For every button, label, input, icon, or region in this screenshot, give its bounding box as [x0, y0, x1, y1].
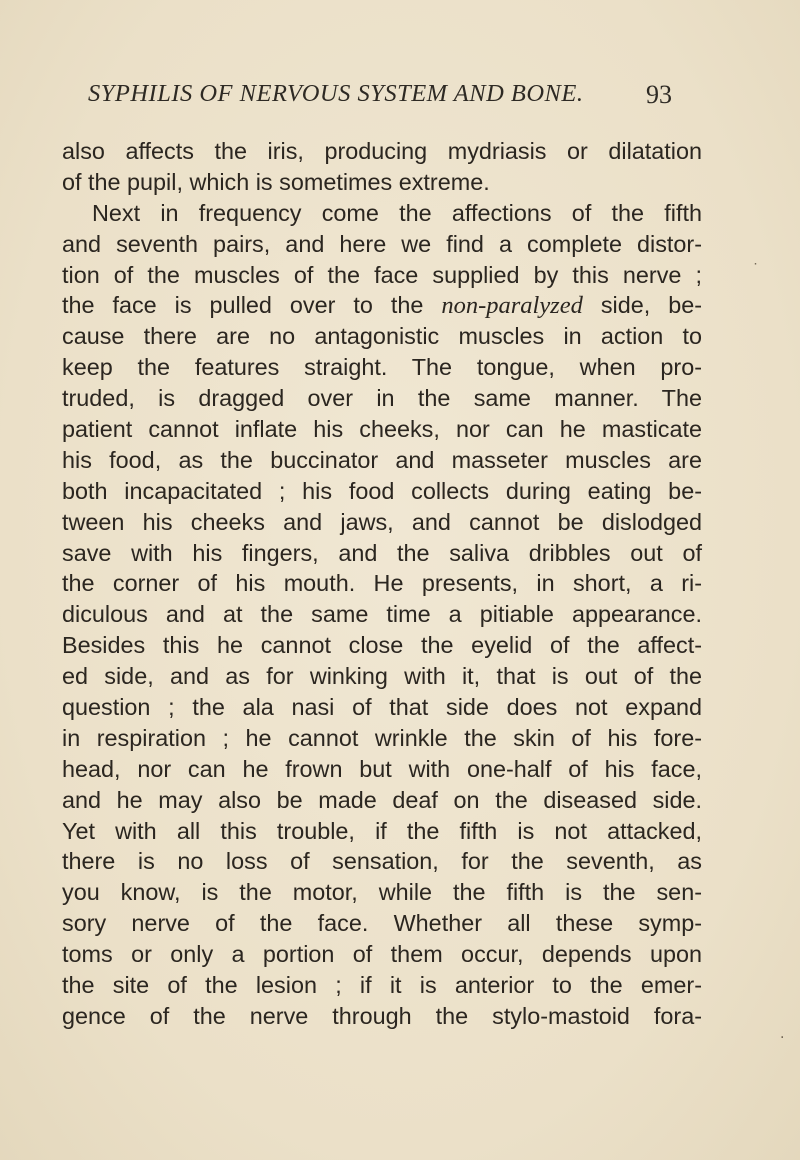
text-line: patient cannot inflate his cheeks, nor can he masticate — [62, 416, 702, 443]
running-head — [88, 80, 688, 120]
paper-speck-mark: ˙ — [752, 262, 759, 278]
text-line: the face is pulled over to the non-paralyzed side, be- — [62, 292, 702, 320]
italic-emphasis: non-paralyzed — [441, 292, 583, 320]
text-line: question ; the ala nasi of that side does not expand — [62, 694, 702, 721]
text-line: gence of the nerve through the stylo-mastoid fora- — [62, 1002, 702, 1029]
text-line: tion of the muscles of the face supplied by this nerve ; — [62, 261, 702, 288]
text-line: in respiration ; he cannot wrinkle the skin of his fore- — [62, 724, 702, 751]
paper-speck-mark: · — [780, 1030, 785, 1046]
text-line: of the pupil, which is sometimes extreme. — [62, 168, 490, 195]
text-line: save with his fingers, and the saliva dribbles out of — [62, 539, 702, 566]
text-line: both incapacitated ; his food collects during eating be- — [62, 477, 702, 504]
text-line: the site of the lesion ; if it is anterior to the emer- — [62, 972, 702, 999]
text-line: ed side, and as for winking with it, that is out of the — [62, 663, 702, 690]
text-line: there is no loss of sensation, for the seventh, as — [62, 848, 702, 875]
text-line: diculous and at the same time a pitiable appearance. — [62, 601, 702, 628]
text-line: Next in frequency come the affections of the fifth — [92, 199, 702, 226]
text-line: sory nerve of the face. Whether all these symp- — [62, 910, 702, 937]
text-line: cause there are no antagonistic muscles in action to — [62, 323, 702, 350]
text-line: and seventh pairs, and here we find a complete distor- — [62, 230, 702, 257]
page-number: 93 — [646, 80, 672, 109]
running-title: SYPHILIS OF NERVOUS SYSTEM AND BONE. — [88, 80, 584, 107]
text-line: also affects the iris, producing mydriasis or dilatation — [62, 138, 702, 164]
text-line: toms or only a portion of them occur, depends upon — [62, 941, 702, 968]
text-line: Besides this he cannot close the eyelid of the affect- — [62, 632, 702, 659]
text-line: you know, is the motor, while the fifth is the sen- — [62, 879, 702, 906]
text-line: tween his cheeks and jaws, and cannot be dislodged — [62, 508, 702, 535]
text-line: truded, is dragged over in the same manner. The — [62, 385, 702, 412]
text-line: keep the features straight. The tongue, when pro- — [62, 354, 702, 381]
text-line: and he may also be made deaf on the diseased side. — [62, 786, 702, 813]
text-line: the corner of his mouth. He presents, in short, a ri- — [62, 570, 702, 597]
body-text — [62, 136, 702, 1032]
text-line: Yet with all this trouble, if the fifth is not attacked, — [62, 817, 702, 844]
text-line: his food, as the buccinator and masseter muscles are — [62, 446, 702, 473]
text-line: head, nor can he frown but with one-half of his face, — [62, 755, 702, 782]
